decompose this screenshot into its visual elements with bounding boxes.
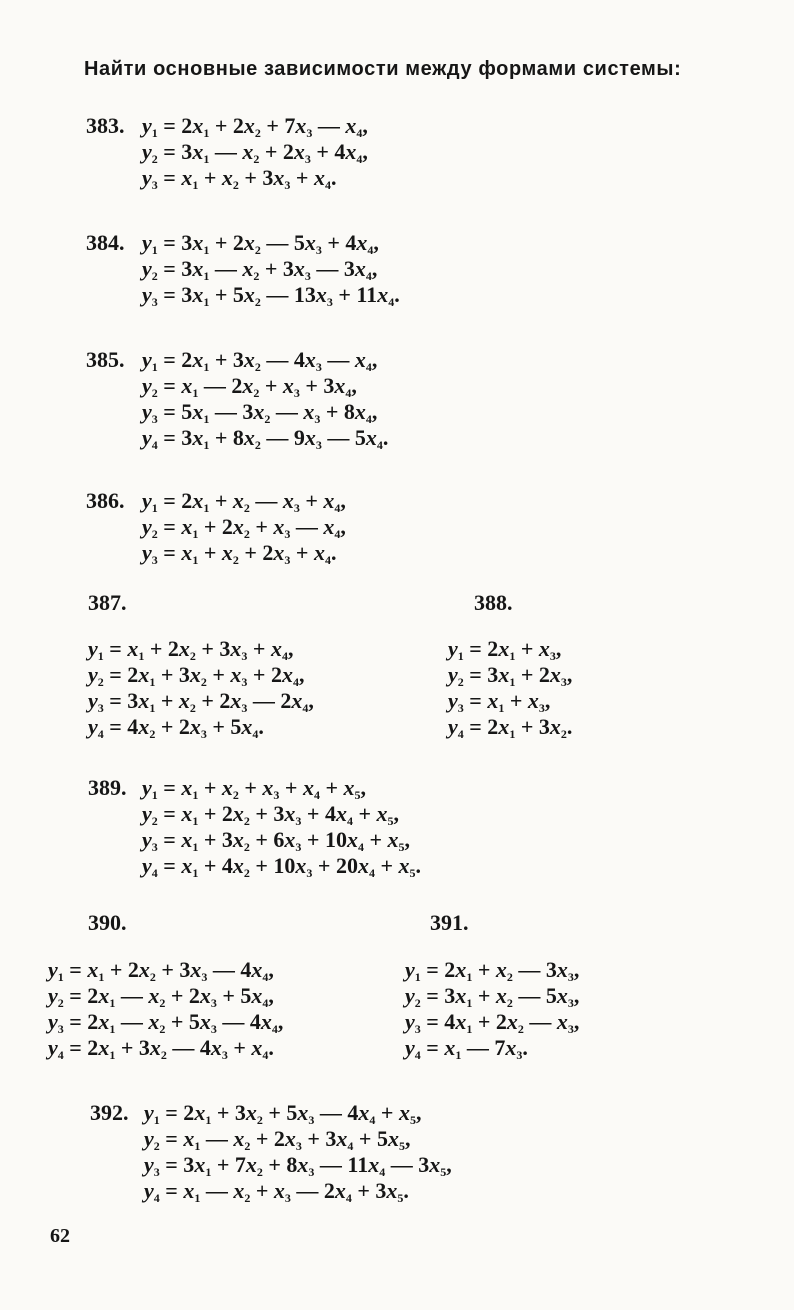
equation: $y_1 = 2x_1 + 3x_2$ — $4x_3$ — $x_4$, (142, 347, 378, 374)
equation: $y_2 = x_1 + 2x_2 + x_3$ — $x_4$, (142, 514, 346, 541)
problem-number: 391. (430, 910, 469, 935)
equation: $y_3 = 4x_1 + 2x_2$ — $x_3$, (405, 1009, 580, 1036)
equation: $y_4 = 2x_1 + 3x_2$. (448, 714, 573, 741)
problem-number: 387. (88, 590, 127, 615)
page-number: 62 (50, 1225, 70, 1247)
problem-number: 384. (86, 230, 125, 255)
equation: $y_4 = x_1 + 4x_2 + 10x_3 + 20x_4 + x_5$. (142, 853, 421, 880)
equation: $y_3 = 3x_1 + x_2 + 2x_3$ — $2x_4$, (88, 688, 314, 715)
equation: $y_4 = x_1$ — $x_2 + x_3$ — $2x_4 + 3x_5$. (144, 1178, 409, 1205)
equation: $y_3 = x_1 + x_3$, (448, 688, 551, 715)
equation: $y_1 = x_1 + 2x_2 + 3x_3 + x_4$, (88, 636, 294, 663)
equation: $y_3 = 5x_1$ — $3x_2$ — $x_3 + 8x_4$, (142, 399, 378, 426)
equation: $y_2 = 3x_1$ — $x_2 + 2x_3 + 4x_4$, (142, 139, 368, 166)
equation: $y_1 = x_1 + x_2 + x_3 + x_4 + x_5$, (142, 775, 366, 802)
equation: $y_2 = x_1 + 2x_2 + 3x_3 + 4x_4 + x_5$, (142, 801, 399, 828)
equation: $y_3 = 3x_1 + 5x_2$ — $13x_3 + 11x_4$. (142, 282, 400, 309)
equation: $y_3 = 3x_1 + 7x_2 + 8x_3$ — $11x_4$ — $3x_5$, (144, 1152, 452, 1179)
equation: $y_2 = 3x_1 + x_2$ — $5x_3$, (405, 983, 580, 1010)
equation: $y_1 = 2x_1 + x_3$, (448, 636, 562, 663)
equation: $y_1 = 2x_1 + 2x_2 + 7x_3$ — $x_4$, (142, 113, 368, 140)
equation: $y_1 = 3x_1 + 2x_2$ — $5x_3 + 4x_4$, (142, 230, 379, 257)
equation: $y_3 = x_1 + x_2 + 3x_3 + x_4$. (142, 165, 337, 192)
equation: $y_2 = x_1$ — $x_2 + 2x_3 + 3x_4 + 5x_5$, (144, 1126, 411, 1153)
equation: $y_3 = 2x_1$ — $x_2 + 5x_3$ — $4x_4$, (48, 1009, 284, 1036)
equation: $y_1 = 2x_1 + 3x_2 + 5x_3$ — $4x_4 + x_5$, (144, 1100, 422, 1127)
equation: $y_1 = 2x_1 + x_2$ — $x_3 + x_4$, (142, 488, 346, 515)
equation: $y_4 = 4x_2 + 2x_3 + 5x_4$. (88, 714, 264, 741)
equation: $y_2 = 2x_1 + 3x_2 + x_3 + 2x_4$, (88, 662, 305, 689)
problem-number: 383. (86, 113, 125, 138)
exercise-heading: Найти основные зависимости между формами системы: (84, 58, 682, 80)
problem-number: 388. (474, 590, 513, 615)
equation: $y_4 = x_1$ — $7x_3$. (405, 1035, 528, 1062)
equation: $y_3 = x_1 + 3x_2 + 6x_3 + 10x_4 + x_5$, (142, 827, 410, 854)
equation: $y_1 = 2x_1 + x_2$ — $3x_3$, (405, 957, 580, 984)
equation: $y_3 = x_1 + x_2 + 2x_3 + x_4$. (142, 540, 337, 567)
problem-number: 392. (90, 1100, 129, 1125)
equation: $y_1 = x_1 + 2x_2 + 3x_3$ — $4x_4$, (48, 957, 274, 984)
equation: $y_2 = 3x_1$ — $x_2 + 3x_3$ — $3x_4$, (142, 256, 378, 283)
problem-number: 386. (86, 488, 125, 513)
equation: $y_4 = 3x_1 + 8x_2$ — $9x_3$ — $5x_4$. (142, 425, 389, 452)
equation: $y_4 = 2x_1 + 3x_2$ — $4x_3 + x_4$. (48, 1035, 274, 1062)
problem-number: 390. (88, 910, 127, 935)
equation: $y_2 = 2x_1$ — $x_2 + 2x_3 + 5x_4$, (48, 983, 274, 1010)
problem-number: 389. (88, 775, 127, 800)
equation: $y_2 = x_1$ — $2x_2 + x_3 + 3x_4$, (142, 373, 357, 400)
problem-number: 385. (86, 347, 125, 372)
equation: $y_2 = 3x_1 + 2x_3$, (448, 662, 573, 689)
